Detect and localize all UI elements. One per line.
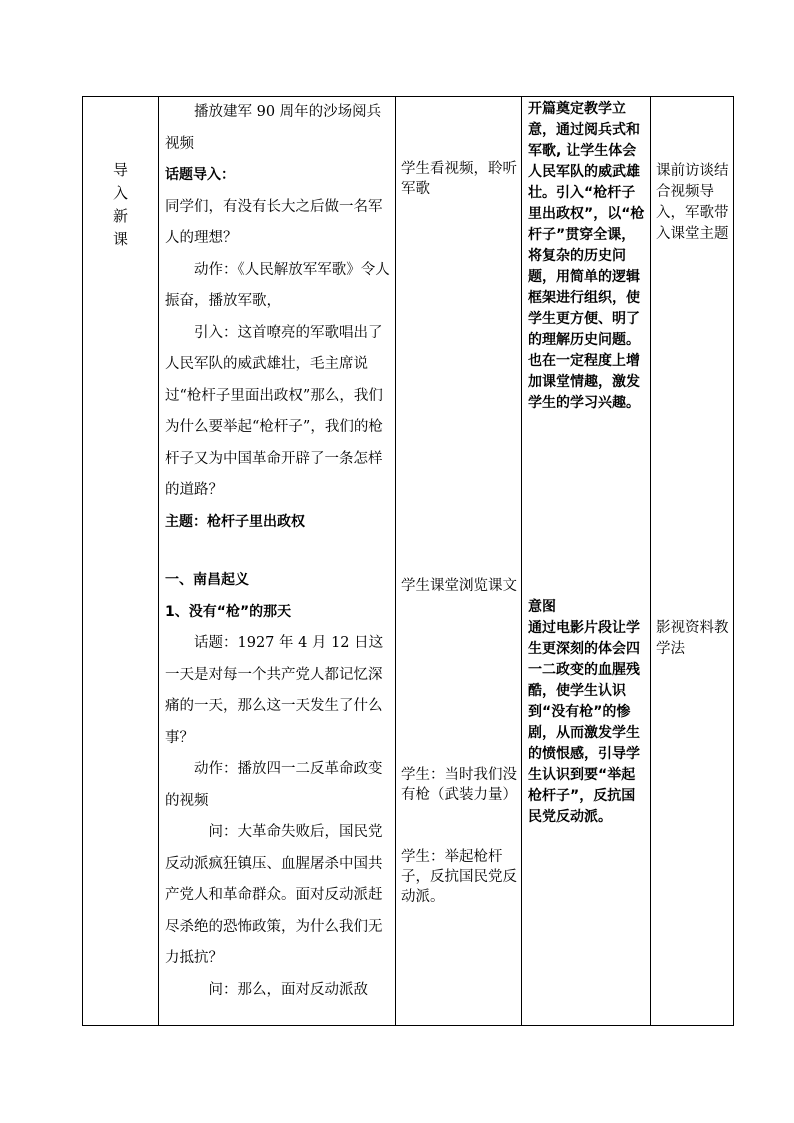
design-intent-nanchang [521, 597, 650, 828]
student-answer-2 [395, 847, 521, 907]
student-activity-intro [395, 159, 521, 199]
topic-heading: 话题导入： [165, 167, 235, 183]
paragraph: 通过电影片段让学生更深刻的体会四一二政变的血腥残酷，使学生认识到“没有枪”的惨剧，从而激发学生的愤恨感，引导学生认识到要“举起枪杆子”，反抗国民党反动派。 [528, 620, 640, 825]
paragraph: 学生看视频，聆听军歌 [401, 161, 517, 197]
student-answer-1 [395, 765, 521, 805]
paragraph: 开篇奠定教学立意，通过阅兵式和军歌, 让学生体会人民军队的威武雄壮。引入“枪杆子里出政权”，以“枪杆子”贯穿全课，将复杂的历史问题，用简单的逻辑框架进行组织，使学生更方便、明了的理解历史问题。也在一定程度上增加课堂情趣，激发学生的学习兴趣。 [528, 101, 645, 411]
stage-label-char: 入 [112, 184, 128, 202]
paragraph: 引入：这首嘹亮的军歌唱出了人民军队的威武雄壮，毛主席说过“枪杆子里面出政权”那么，我们为什么要举起“枪杆子”，我们的枪杆子又为中国革命开辟了一条怎样的道路？ [165, 324, 383, 498]
paragraph: 播放建军 90 周年的沙场阅兵视频 [165, 104, 382, 152]
paragraph: 问：大革命失败后，国民党反动派疯狂镇压、血腥屠杀中国共产党人和革命群众。面对反动派赶尽杀绝的恐怖政策，为什么我们无力抵抗？ [165, 824, 383, 966]
student-activity-nanchang [395, 571, 521, 602]
stage-label [83, 159, 158, 251]
intent-title: 意图 [528, 599, 556, 615]
paragraph: 课前访谈结合视频导入，军歌带入课堂主题 [656, 163, 729, 242]
lesson-plan-table [82, 96, 734, 1026]
method-intro [650, 161, 733, 245]
paragraph: 动作：播放四一二反革命政变的视频 [165, 761, 383, 809]
paragraph: 动作：《人民解放军军歌》令人振奋，播放军歌， [165, 261, 390, 309]
paragraph: 学生：当时我们没有枪（武装力量） [401, 767, 517, 803]
section-heading: 一、南昌起义 [165, 572, 249, 588]
stage-label-char: 新 [112, 207, 128, 225]
paragraph: 影视资料教学法 [656, 620, 729, 657]
teacher-activity-intro [158, 97, 395, 538]
paragraph: 同学们，有没有长大之后做一名军人的理想？ [165, 198, 383, 246]
method-nanchang [650, 618, 733, 660]
stage-label-char: 课 [112, 230, 128, 248]
paragraph: 学生课堂浏览课文 [401, 578, 517, 594]
design-intent-intro [521, 99, 650, 414]
stage-label-char: 导 [112, 161, 128, 179]
paragraph: 学生：举起枪杆子，反抗国民党反动派。 [401, 849, 517, 905]
subsection-heading: 1、没有“枪”的那天 [165, 603, 292, 620]
teacher-activity-nanchang [158, 565, 395, 1006]
theme-heading: 主题：枪杆子里出政权 [165, 513, 305, 530]
paragraph: 话题：1927 年 4 月 12 日这一天是对每一个共产党人都记忆深痛的一天，那么这一天发生了什么事？ [165, 635, 384, 746]
paragraph: 问：那么，面对反动派敌 [208, 981, 368, 998]
